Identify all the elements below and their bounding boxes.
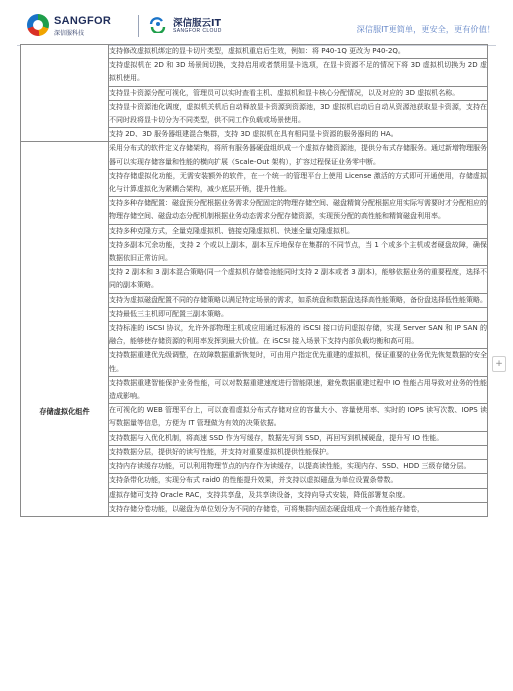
cloud-brand-en: SANGFOR CLOUD bbox=[173, 28, 222, 34]
storage-row-text: 支持数据分层，提供好的读写性能，并支持对重要虚拟机提供性能保护。 bbox=[109, 445, 488, 459]
storage-row-text: 支持多种存储配置：磁盘预分配根据业务需求分配固定的物理存储空间、磁盘精简分配根据应用实际写需要时才分配相应的物理存储空间、磁盘动态分配机制根据业务动态需求分配存储资源，实现预分配的高性能和精简磁盘利用率。 bbox=[109, 197, 488, 224]
cloud-logo-icon bbox=[148, 15, 168, 33]
sangfor-logo bbox=[27, 14, 133, 38]
storage-row-text: 在可视化的 WEB 管理平台上，可以查看虚拟分布式存储对应的容量大小、容量使用率、实时的 IOPS 读写次数、IOPS 读写数据量等信息，方便为 IT 管理做为有效的决策依据。 bbox=[109, 404, 488, 431]
storage-row-text: 支持多种克隆方式，全量克隆虚拟机、链接克隆虚拟机、快速全量克隆虚拟机。 bbox=[109, 224, 488, 238]
sangfor-brand-text: SANGFOR bbox=[54, 15, 112, 27]
expand-button[interactable]: + bbox=[492, 356, 506, 372]
gpu-row-text: 支持显卡资源池化调度，虚拟机关机后自动释放显卡资源到资源池，3D 虚拟机启动后自动从资源池获取显卡资源，支持在不同时段将显卡切分为不同类型，供不同工作负载或场景使用。 bbox=[109, 100, 488, 127]
sangfor-logo-icon bbox=[27, 14, 49, 36]
gpu-group-cell bbox=[21, 45, 109, 142]
storage-row-text: 支持标准的 iSCSI 协议，允许外部物理主机或应用通过标准的 iSCSI 接口访问虚拟存储，实现 Server SAN 和 IP SAN 的融合，能够使存储资源的利用率发挥到最大价值。在 iSCSI 接入场景下支持内部负载均衡和高可用。 bbox=[109, 322, 488, 349]
spec-table bbox=[20, 44, 488, 517]
storage-row-text: 支持条带化功能，实现分布式 raid0 的性能提升效果，并支持以虚拟磁盘为单位设置条带数。 bbox=[109, 474, 488, 488]
gpu-row bbox=[21, 45, 488, 59]
storage-row-text: 支持数据重建优先级调整，在故障数据重新恢复时，可由用户指定优先重建的虚拟机，保证重要的业务优先恢复数据的安全性。 bbox=[109, 349, 488, 376]
sangfor-cloud-logo bbox=[148, 14, 258, 38]
storage-row-text: 支持最低三主机即可配置三副本策略。 bbox=[109, 307, 488, 321]
storage-group-label: 存储虚拟化组件 bbox=[39, 406, 90, 416]
gpu-row-text: 支持虚拟机在 2D 和 3D 场景间切换，支持启用或者禁用显卡选项，在显卡资源不足的情况下将 3D 虚拟机切换为 2D 虚拟机使用。 bbox=[109, 59, 488, 86]
gpu-row-text: 支持 2D、3D 服务器组建混合集群，支持 3D 虚拟机在具有相同显卡资源的服务器间的 HA。 bbox=[109, 128, 488, 142]
storage-row-text: 支持存储虚拟化功能，无需安装额外的软件，在一个统一的管理平台上使用 License 激活的方式即可开通使用，存储虚拟化与计算虚拟化为紧耦合架构，减少底层开销，提升性能。 bbox=[109, 169, 488, 196]
storage-group-cell bbox=[21, 142, 109, 516]
storage-row-text: 支持存储分卷功能，以磁盘为单位划分为不同的存储卷，可将集群内固态硬盘组成一个高性能存储卷， bbox=[109, 502, 488, 516]
header-slogan: 深信服IT更简单，更安全，更有价值！ bbox=[356, 24, 495, 34]
gpu-row-text: 支持显卡资源分配可视化，管理员可以实时查看主机、虚拟机和显卡核心分配情况，以及对应的 3D 虚拟机名称。 bbox=[109, 86, 488, 100]
storage-row bbox=[21, 142, 488, 169]
cloud-brand-text: 深信服云IT bbox=[173, 18, 222, 29]
storage-row-text: 支持多副本冗余功能，支持 2 个或以上副本，副本互斥地保存在集群的不同节点，当 1 个或多个主机或者硬盘故障，确保数据依旧正常访问。 bbox=[109, 238, 488, 265]
storage-row-text: 支持数据与入优化机制，将高速 SSD 作为写缓存，数据先写到 SSD，再回写到机械硬盘，提升写 IO 性能。 bbox=[109, 431, 488, 445]
storage-row-text: 采用分布式的软件定义存储架构，将所有服务器硬盘组织成一个虚拟存储资源池，提供分布式存储服务。通过新增物理服务器可以实现存储容量和性能的横向扩展（Scale-Out 架构），扩容过程保证业务零中断。 bbox=[109, 142, 488, 169]
page-header bbox=[0, 0, 513, 46]
sangfor-brand-cn: 深信服科技 bbox=[54, 30, 85, 37]
storage-row-text: 虚拟存储可支持 Oracle RAC，支持共享盘，及共享读设备，支持向导式安装，降低部署复杂度。 bbox=[109, 488, 488, 502]
storage-row-text: 支持 2 副本和 3 副本混合策略(同一个虚拟机存储卷池能同时支持 2 副本或者 3 副本)，能够依据业务的重要程度，选择不同的副本策略。 bbox=[109, 266, 488, 293]
gpu-row-text: 支持修改虚拟机绑定的显卡切片类型，虚拟机重启后生效，例如：将 P40-1Q 更改为 P40-2Q。 bbox=[109, 45, 488, 59]
logo-divider bbox=[138, 15, 139, 37]
storage-row-text: 支持内存读缓存功能，可以利用物理节点的内存作为读缓存，以提高读性能，实现内存、SSD、HDD 三级存储分层。 bbox=[109, 460, 488, 474]
storage-row-text: 支持数据重建智能保护业务性能，可以对数据重建速度进行智能限速，避免数据重建过程中 IO 性能占用导致对业务的性能造成影响。 bbox=[109, 376, 488, 403]
storage-row-text: 支持为虚拟磁盘配置不同的存储策略以满足特定场景的需求，如系统盘和数据盘选择高性能策略，备份盘选择低性能策略。 bbox=[109, 293, 488, 307]
